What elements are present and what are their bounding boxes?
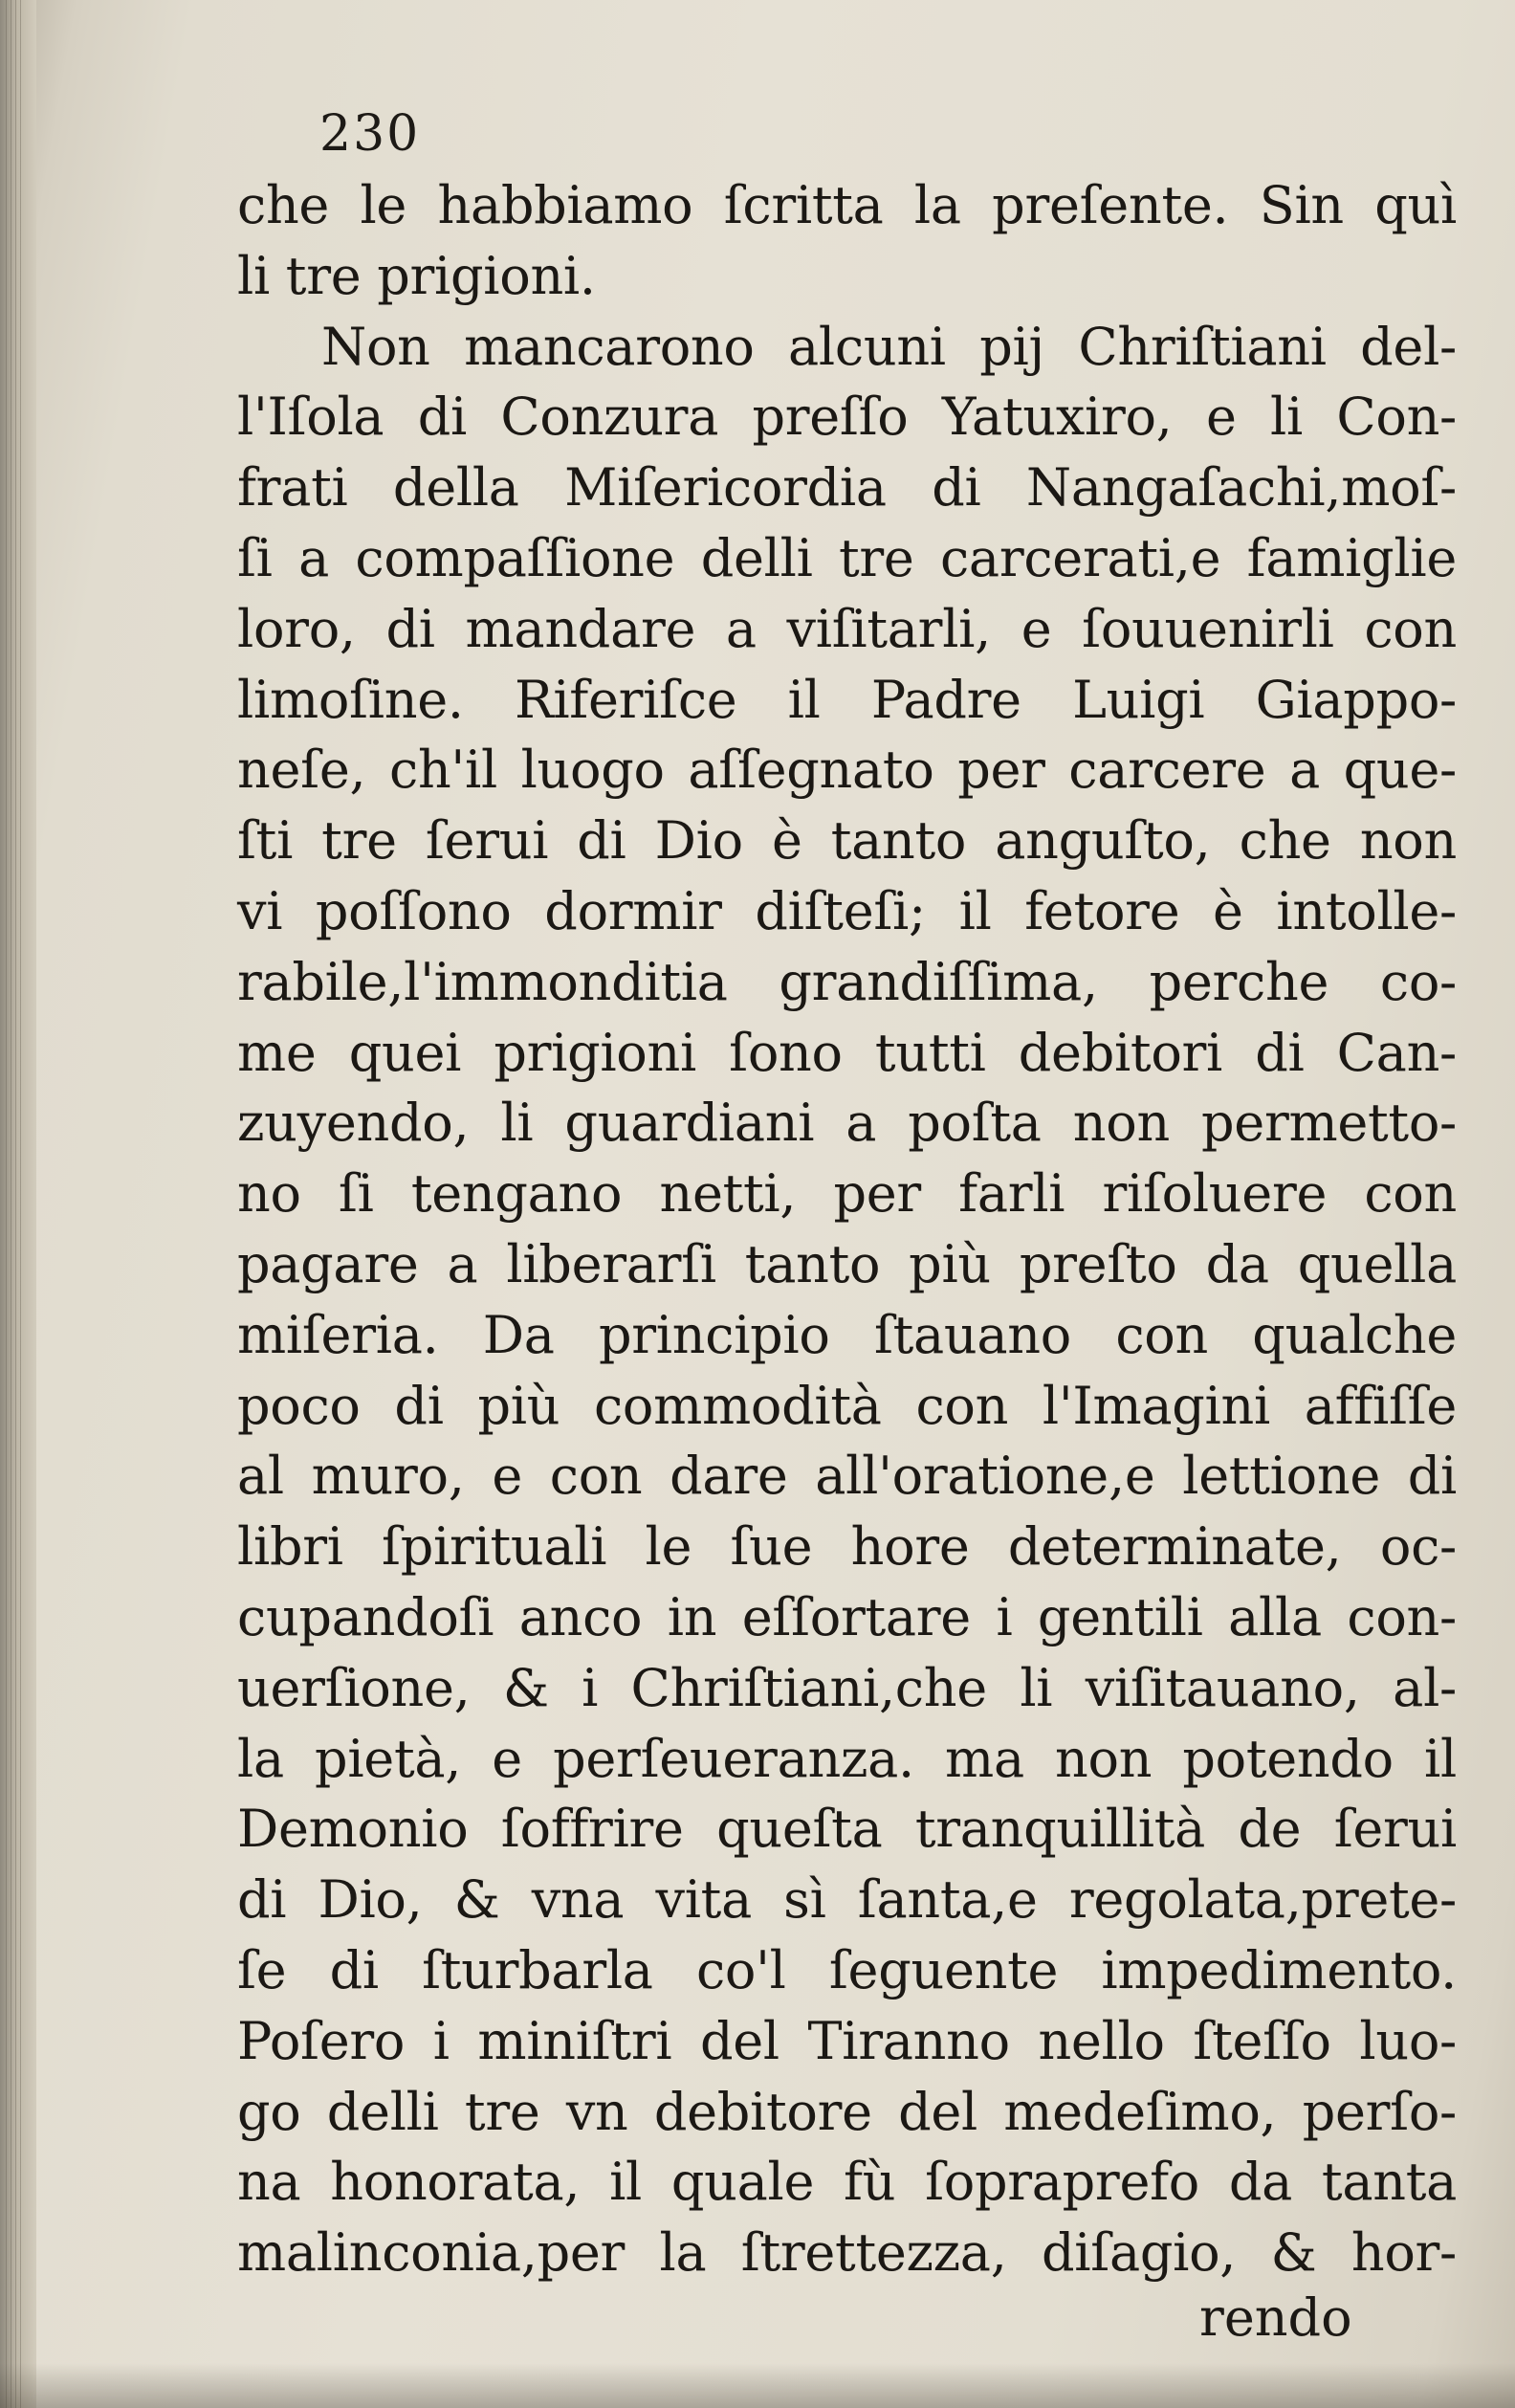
text-line: vi poſſono dormir diſteſi; il fetore è intolle- [237, 880, 1457, 941]
text-line: che le habbiamo ſcritta la preſente. Sin quì [237, 175, 1457, 235]
text-line: l'Iſola di Conzura preſſo Yatuxiro, e li Con- [237, 387, 1457, 448]
text-line: Non mancarono alcuni pij Chriſtiani del- [321, 316, 1457, 377]
text-line: ſe di ſturbarla co'l ſeguente impedimento. [237, 1939, 1457, 2000]
page-number: 230 [319, 105, 421, 163]
text-line: ſti tre ſerui di Dio è tanto anguſto, che non [237, 810, 1457, 872]
text-line: rabile,l'immonditia grandiſſima, perche co- [237, 951, 1457, 1012]
text-line: poco di più commodità con l'Imagini affiſſe [237, 1375, 1457, 1436]
text-line: zuyendo, li guardiani a poſta non permetto- [237, 1093, 1457, 1154]
text-line: no ſi tengano netti, per farli riſoluere con [237, 1163, 1457, 1225]
page-stack-lines [6, 0, 25, 2408]
text-line: limoſine. Riferiſce il Padre Luigi Giappo- [237, 669, 1457, 730]
text-line: libri ſpirituali le ſue hore determinate, oc- [237, 1516, 1457, 1578]
text-line: Demonio ſoffrire queſta tranquillità de ſerui [237, 1799, 1457, 1860]
text-line: al muro, e con dare all'oratione,e lettione di [237, 1446, 1457, 1507]
text-line: di Dio, & vna vita sì ſanta,e regolata,prete- [237, 1869, 1457, 1931]
text-line: me quei prigioni ſono tutti debitori di Can- [237, 1022, 1457, 1083]
text-line: Poſero i miniſtri del Tiranno nello ſteſſo luo- [237, 2010, 1457, 2071]
text-line: la pietà, e perſeueranza. ma non potendo il [237, 1728, 1457, 1789]
text-line: na honorata, il quale fù ſopraprefo da tanta [237, 2152, 1457, 2213]
text-line: ſi a compaſſione delli tre carcerati,e famiglie [237, 527, 1457, 588]
text-line: neſe, ch'il luogo aſſegnato per carcere a que- [237, 740, 1457, 801]
text-line: loro, di mandare a viſitarli, e ſouuenirli con [237, 598, 1457, 659]
text-line: miſeria. Da principio ſtauano con qualche [237, 1304, 1457, 1365]
text-line: frati della Miſericordia di Nangaſachi,moſ- [237, 457, 1457, 519]
text-line: pagare a liberarſi tanto più preſto da quella [237, 1233, 1457, 1294]
text-line: uerſione, & i Chriſtiani,che li viſitauano, al- [237, 1657, 1457, 1718]
text-line: cupandoſi anco in eſſortare i gentili alla con- [237, 1586, 1457, 1647]
page-bottom-shadow [0, 2363, 1515, 2408]
body-text [237, 170, 1457, 2288]
catchword: rendo [1199, 2287, 1352, 2348]
text-line: go delli tre vn debitore del medeſimo, perſo- [237, 2081, 1457, 2142]
text-line: malinconia,per la ſtrettezza, diſagio, & hor- [237, 2222, 1457, 2284]
text-line: li tre prigioni. [237, 245, 596, 306]
